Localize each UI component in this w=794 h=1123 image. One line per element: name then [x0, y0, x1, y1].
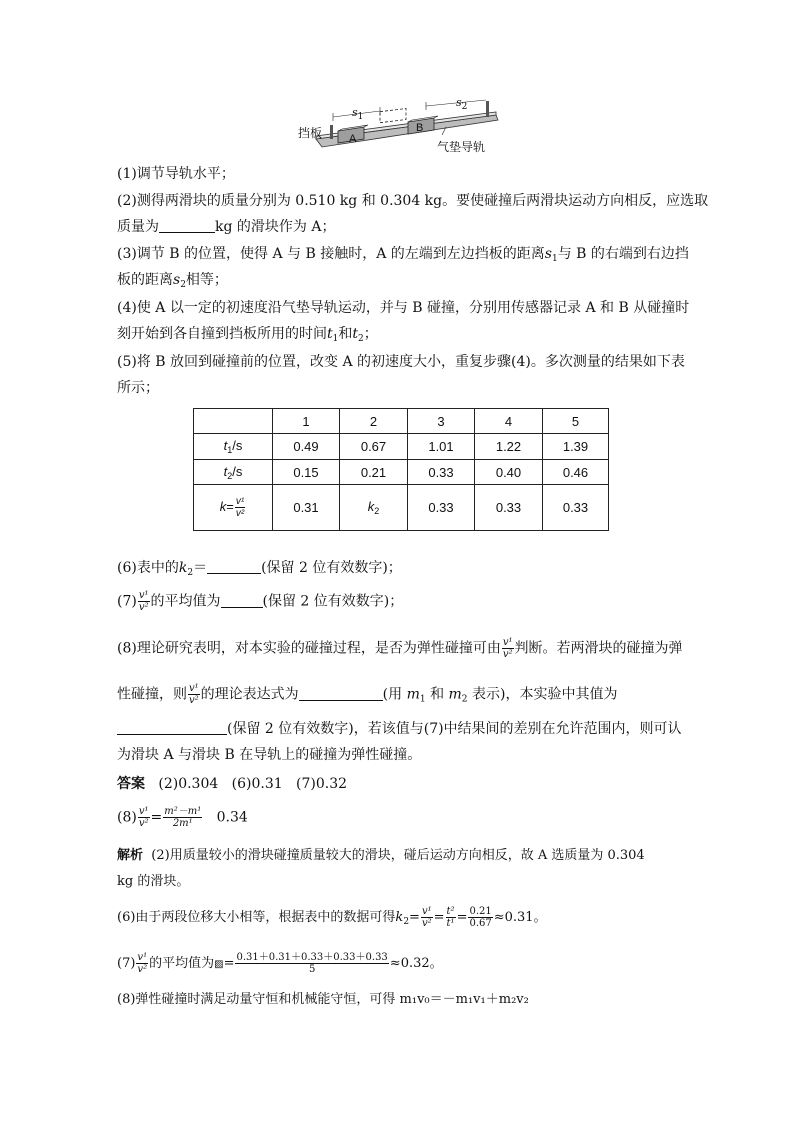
table-header-cell: 1 [273, 409, 340, 434]
table-cell: 0.21 [340, 460, 408, 485]
figure-label-s2: $s_2$ [456, 96, 468, 112]
table-cell: 0.33 [475, 485, 543, 531]
answer-blank-k2 [207, 559, 261, 574]
figure-label-track: 气垫导轨 [437, 140, 486, 154]
table-row-label: $t_1/s$ [194, 434, 273, 460]
table-row-label: k= $\frac{\text{v¹}}{\text{v²}}$ [194, 485, 273, 531]
question-8-line-4: 为滑块 A 与滑块 B 在导轨上的碰撞为弹性碰撞。 [117, 747, 422, 763]
step-2-line-1: (2)测得两滑块的质量分别为 0.510 kg 和 0.304 kg。要使碰撞后两滑块运动方向相反，应选取 [117, 193, 709, 209]
step-4-line-2: 刻开始到各自撞到挡板所用的时间$t_1$和$t_2$； [117, 326, 378, 344]
step-3-line-2: 板的距离$s_2$相等； [117, 272, 228, 290]
table-header-cell: 5 [543, 409, 609, 434]
table-cell: 0.49 [273, 434, 340, 460]
answer-2: (2)0.304 [158, 776, 219, 792]
step-1: (1)调节导轨水平； [117, 166, 235, 182]
question-8-line-1: (8)理论研究表明，对本实验的碰撞过程，是否为弹性碰撞可由 $\frac{\text{v¹}}{\text{v²}}$ 判断。若两滑块的碰撞为弹 [117, 637, 683, 660]
table-cell: 1.39 [543, 434, 609, 460]
placeholder-box-icon: ▨ [214, 959, 224, 970]
figure-label-a: A [349, 133, 357, 145]
question-8-line-2: 性碰撞，则 $\frac{\text{v¹}}{\text{v²}}$ 的理论表达式为 (用 $m_1$ 和 $m_2$ 表示)，本实验中其值为 [117, 683, 618, 706]
step-2-line-2: 质量为 kg 的滑块作为 A； [117, 219, 336, 235]
answer-blank-expression [299, 686, 383, 701]
table-header-cell [194, 409, 273, 434]
table-row [194, 460, 609, 485]
question-8-line-3: (保留 2 位有效数字)，若该值与(7)中结果间的差别在允许范围内，则可认 [117, 719, 682, 739]
table-cell: 1.22 [475, 434, 543, 460]
answer-blank-average [221, 593, 263, 608]
question-7: (7) $\frac{\text{v¹}}{\text{v²}}$ 的平均值为 (保留 2 位有效数字)； [117, 590, 404, 613]
figure-label-b: B [416, 122, 424, 134]
answer-line-2: (8) $\frac{\text{v¹}}{\text{v²}}$ = $\frac{\text{m²－m¹}}{\text{2m¹}}$ 0.34 [117, 806, 248, 829]
table-row [194, 434, 609, 460]
answer-6: (6)0.31 [231, 776, 283, 792]
answer-line-1 [117, 774, 347, 794]
analysis-line-3: (6)由于两段位移大小相等，根据表中的数据可得$k_2=$ $\frac{\text{v¹}}{\text{v²}}$ = $\frac{\text{t²}}{\text{t¹}}$ = $\frac{0.21}{0.67}$ ≈0.31。 [117, 906, 547, 929]
step-3-line-1: (3)调节 B 的位置，使得 A 与 B 接触时，A 的左端到左边挡板的距离$s_1$与 B 的右端到右边挡 [117, 246, 689, 264]
figure-label-s1: $s_1$ [352, 106, 364, 122]
table-header-cell: 4 [475, 409, 543, 434]
answer-blank-value [117, 720, 227, 735]
analysis-line-2: kg 的滑块。 [117, 874, 190, 889]
table-header-row [194, 409, 609, 434]
table-row [194, 485, 609, 531]
analysis-line-5: (8)弹性碰撞时满足动量守恒和机械能守恒，可得 m₁v₀＝－m₁v₁＋m₂v₂ [117, 992, 529, 1007]
step-4-line-1: (4)使 A 以一定的初速度沿气垫导轨运动，并与 B 碰撞，分别用传感器记录 A 和 B 从碰撞时 [117, 300, 690, 316]
analysis-line-4: (7) $\frac{\text{v¹}}{\text{v²}}$ 的平均值为▨= $\frac{0.31+0.31+0.33+0.33+0.33}{5}$ ≈0.32。 [117, 952, 443, 975]
analysis-label: 解析 [117, 848, 144, 863]
question-6: (6)表中的$k_2=$ (保留 2 位有效数字)； [117, 560, 402, 578]
answer-label: 答案 [117, 776, 145, 792]
table-header-cell: 3 [408, 409, 475, 434]
table-cell: $k_2$ [340, 485, 408, 531]
data-table [193, 408, 609, 531]
step-5-line-2: 所示； [117, 380, 159, 396]
table-cell: 0.31 [273, 485, 340, 531]
answer-blank-mass [159, 218, 215, 233]
table-cell: 0.33 [543, 485, 609, 531]
answer-7: (7)0.32 [296, 776, 348, 792]
table-row-label: $t_2/s$ [194, 460, 273, 485]
table-cell: 0.40 [475, 460, 543, 485]
table-cell: 0.67 [340, 434, 408, 460]
table-header-cell: 2 [340, 409, 408, 434]
table-cell: 1.01 [408, 434, 475, 460]
figure-label-baffle: 挡板 [298, 126, 323, 140]
step-5-line-1: (5)将 B 放回到碰撞前的位置，改变 A 的初速度大小，重复步骤(4)。多次测量的结果如下表 [117, 354, 685, 370]
table-cell: 0.33 [408, 485, 475, 531]
table-cell: 0.15 [273, 460, 340, 485]
table-cell: 0.33 [408, 460, 475, 485]
table-cell: 0.46 [543, 460, 609, 485]
analysis-line-1: 解析 (2)用质量较小的滑块碰撞质量较大的滑块，碰后运动方向相反，故 A 选质量为 0.304 [117, 848, 645, 863]
